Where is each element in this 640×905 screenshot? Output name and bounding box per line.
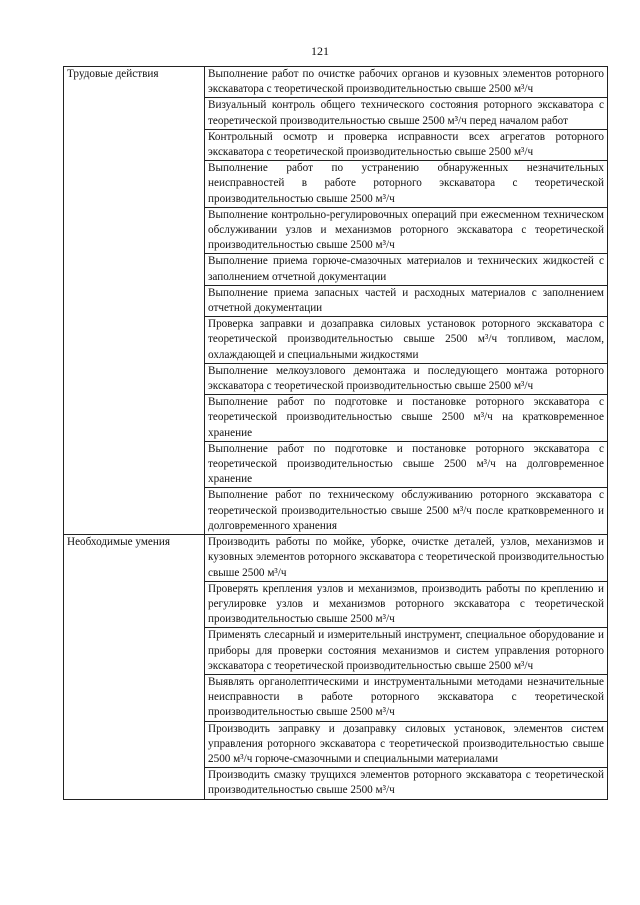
requirement-item: Проверка заправки и дозаправка силовых установок роторного экскаватора с теоретической производительностью свыше 2500 м³/ч топливом, маслом, охлаждающей и специальными жидкостями	[205, 317, 608, 364]
requirement-item: Выявлять органолептическими и инструментальными методами незначительные неисправности в работе роторного экскаватора с теоретической производительностью свыше 2500 м³/ч	[205, 674, 608, 721]
table-row	[64, 535, 608, 582]
section-label: Необходимые умения	[64, 535, 205, 799]
requirement-item: Контрольный осмотр и проверка исправности всех агрегатов роторного экскаватора с теоретической производительностью свыше 2500 м³/ч	[205, 129, 608, 160]
requirement-item: Производить смазку трущихся элементов роторного экскаватора с теоретической производительностью свыше 2500 м³/ч	[205, 768, 608, 799]
requirement-item: Применять слесарный и измерительный инструмент, специальное оборудование и приборы для проверки состояния механизмов и систем управления роторного экскаватора с теоретической производительностью свыше 2500 м³/ч	[205, 628, 608, 675]
requirement-item: Производить заправку и дозаправку силовых установок, элементов систем управления роторного экскаватора с теоретической производительностью свыше 2500 м³/ч горюче-смазочными и специальными материалами	[205, 721, 608, 768]
page-number: 121	[311, 44, 329, 58]
requirement-item: Выполнение работ по очистке рабочих органов и кузовных элементов роторного экскаватора с теоретической производительностью свыше 2500 м³/ч	[205, 67, 608, 98]
requirement-item: Выполнение контрольно-регулировочных операций при ежесменном техническом обслуживании узлов и механизмов роторного экскаватора с теоретической производительностью свыше 2500 м³/ч	[205, 207, 608, 254]
requirement-item: Выполнение работ по устранению обнаруженных незначительных неисправностей в работе роторного экскаватора с теоретической производительностью свыше 2500 м³/ч	[205, 161, 608, 208]
requirement-item: Выполнение работ по техническому обслуживанию роторного экскаватора с теоретической производительностью свыше 2500 м³/ч после кратковременного и долговременного хранения	[205, 488, 608, 535]
requirement-item: Выполнение приема запасных частей и расходных материалов с заполнением отчетной документации	[205, 285, 608, 316]
requirement-item: Производить работы по мойке, уборке, очистке деталей, узлов, механизмов и кузовных элементов роторного экскаватора с теоретической производительностью свыше 2500 м³/ч	[205, 535, 608, 582]
requirement-item: Визуальный контроль общего технического состояния роторного экскаватора с теоретической производительностью свыше 2500 м³/ч перед началом работ	[205, 98, 608, 129]
requirement-item: Проверять крепления узлов и механизмов, производить работы по креплению и регулировке узлов и механизмов роторного экскаватора с теоретической производительностью свыше 2500 м³/ч	[205, 581, 608, 628]
requirements-table	[63, 66, 608, 800]
requirement-item: Выполнение приема горюче-смазочных материалов и технических жидкостей с заполнением отчетной документации	[205, 254, 608, 285]
requirement-item: Выполнение работ по подготовке и постановке роторного экскаватора с теоретической производительностью свыше 2500 м³/ч на долговременное хранение	[205, 441, 608, 488]
requirement-item: Выполнение мелкоузлового демонтажа и последующего монтажа роторного экскаватора с теоретической производительностью свыше 2500 м³/ч	[205, 363, 608, 394]
section-label: Трудовые действия	[64, 67, 205, 535]
requirement-item: Выполнение работ по подготовке и постановке роторного экскаватора с теоретической производительностью свыше 2500 м³/ч на кратковременное хранение	[205, 395, 608, 442]
table-row	[64, 67, 608, 98]
